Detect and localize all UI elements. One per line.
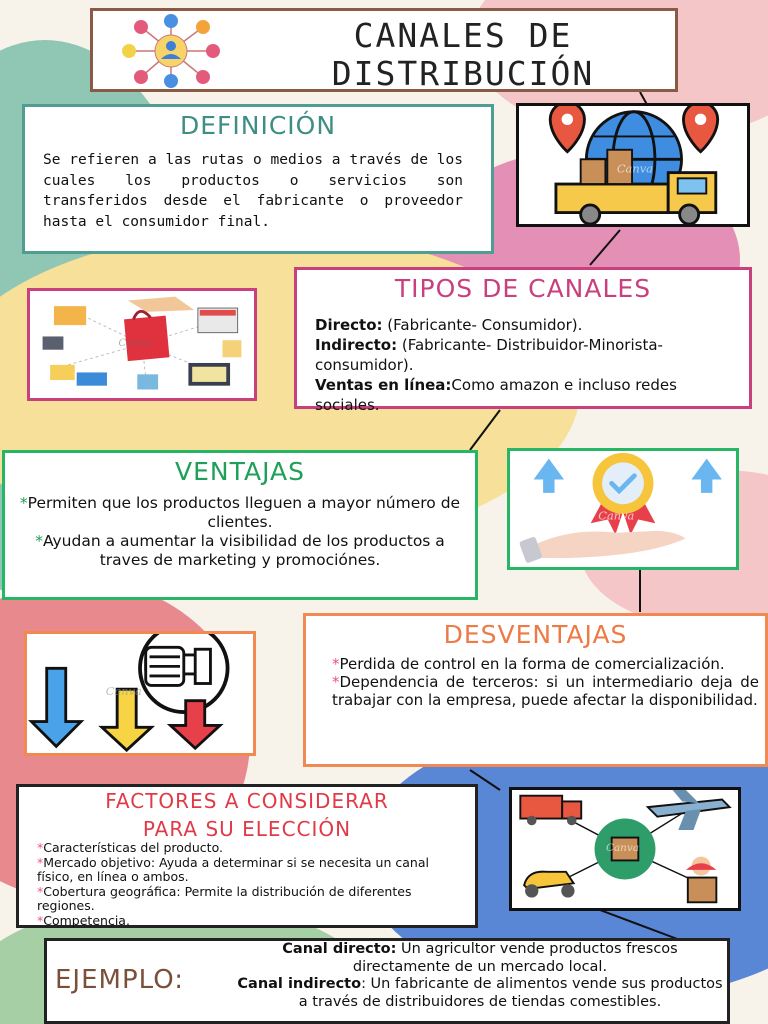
tipos-card (294, 267, 752, 414)
page-title: CANALES DE DISTRIBUCIÓN (331, 16, 595, 93)
ventajas-list (5, 486, 475, 570)
definicion-heading: DEFINICIÓN (179, 111, 337, 140)
online-shopping-image (27, 288, 257, 401)
svg-text:Canva: Canva (605, 841, 640, 854)
svg-text:Canva: Canva (616, 161, 653, 176)
factores-card (16, 784, 478, 928)
definicion-card (22, 104, 494, 254)
tipos-item-indirecto: Indirecto: (Fabricante- Distribuidor-Minorista-consumidor). (315, 336, 663, 374)
svg-text:Canva: Canva (598, 508, 635, 523)
online-shopping-icon (30, 291, 254, 398)
ejemplo-label: EJEMPLO: (55, 965, 184, 995)
thumbs-down-arrows-icon (27, 634, 253, 753)
social-network-icon (111, 13, 231, 89)
ventajas-item: *Ayudan a aumentar la visibilidad de los productos a traves de marketing y promociónes. (35, 532, 445, 569)
transport-icon (512, 790, 738, 908)
tipos-heading: TIPOS DE CANALES (394, 274, 652, 303)
award-medal-icon (510, 451, 736, 567)
factores-item: *Cobertura geográfica: Permite la distribución de diferentes regiones. (37, 883, 412, 913)
tipos-item-directo: Directo: (Fabricante- Consumidor). (315, 316, 583, 334)
factores-item: *Competencia. (37, 912, 130, 928)
desventajas-heading: DESVENTAJAS (443, 620, 628, 649)
globe-delivery-icon (519, 106, 747, 224)
globe-delivery-image (516, 103, 750, 227)
transport-image (509, 787, 741, 911)
award-medal-image (507, 448, 739, 570)
ejemplo-text (233, 941, 727, 1011)
factores-list (19, 837, 475, 928)
ventajas-card (2, 450, 478, 600)
ejemplo-item-directo: Canal directo: Un agricultor vende productos frescos directamente de un mercado local. (282, 941, 678, 975)
svg-text:Canva: Canva (118, 336, 152, 349)
factores-item: *Características del producto. (37, 840, 223, 855)
tipos-list (297, 303, 749, 415)
desventajas-item: *Dependencia de terceros: si un intermediario deja de trabajar con la empresa, puede afectar la disponibilidad. (332, 673, 759, 709)
ventajas-heading: VENTAJAS (175, 457, 305, 486)
desventajas-card (303, 613, 768, 767)
title-card (90, 8, 678, 92)
ejemplo-item-indirecto: Canal indirecto: Un fabricante de alimentos vende sus productos a través de distribuidores de tiendas comestibles. (237, 976, 723, 1010)
definicion-text: Se refieren a las rutas o medios a través de los cuales los productos o servicios son transferidos desde el fabricante o proveedor hasta el consumidor final. (43, 152, 463, 230)
factores-item: *Mercado objetivo: Ayuda a determinar si se necesita un canal físico, en línea o ambos. (37, 854, 429, 884)
svg-text:Canva: Canva (105, 683, 142, 698)
thumbs-down-image (24, 631, 256, 756)
ventajas-item: *Permiten que los productos lleguen a mayor número de clientes. (19, 494, 461, 531)
tipos-item-online: Ventas en línea:Como amazon e incluso redes sociales. (315, 376, 677, 414)
desventajas-list (306, 649, 765, 709)
factores-heading: FACTORES A CONSIDERAR PARA SU ELECCIÓN (105, 789, 389, 841)
desventajas-item: *Perdida de control en la forma de comercialización. (332, 655, 725, 673)
ejemplo-card (44, 938, 730, 1024)
